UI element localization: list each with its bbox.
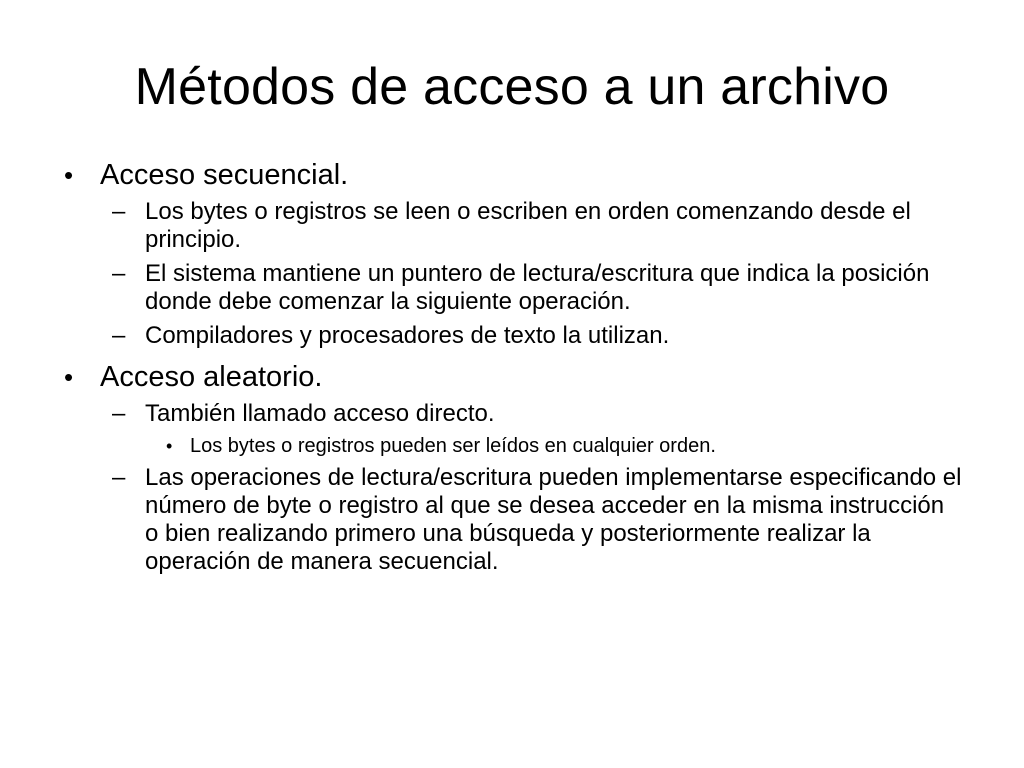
bullet-icon: • bbox=[166, 436, 173, 456]
sub-bullet-item bbox=[62, 322, 962, 350]
sub-bullet-item bbox=[62, 198, 962, 254]
bullet-text: Acceso secuencial. bbox=[100, 159, 349, 191]
sub-bullet-text: El sistema mantiene un puntero de lectura/escritura que indica la posición donde debe comenzar la siguiente operación. bbox=[145, 260, 930, 315]
sub-bullet-item bbox=[62, 464, 962, 576]
dash-icon: – bbox=[112, 322, 126, 349]
bullet-text: Acceso aleatorio. bbox=[100, 361, 323, 393]
bullet-list bbox=[62, 158, 962, 576]
bullet-icon: • bbox=[64, 160, 74, 190]
dash-icon: – bbox=[112, 198, 126, 225]
sub-bullet-text: Compiladores y procesadores de texto la utilizan. bbox=[145, 322, 670, 349]
dash-icon: – bbox=[112, 464, 126, 491]
sub-sub-bullet-item bbox=[62, 434, 962, 458]
sub-bullet-text: También llamado acceso directo. bbox=[145, 400, 495, 427]
slide-title: Métodos de acceso a un archivo bbox=[134, 58, 890, 116]
dash-icon: – bbox=[112, 260, 126, 287]
sub-bullet-item bbox=[62, 260, 962, 316]
sub-bullet-item bbox=[62, 400, 962, 428]
sub-bullet-text: Los bytes o registros se leen o escriben en orden comenzando desde el principio. bbox=[145, 198, 911, 253]
bullet-item-random-access bbox=[62, 360, 962, 394]
bullet-item-sequential-access bbox=[62, 158, 962, 192]
sub-bullet-text: Las operaciones de lectura/escritura pueden implementarse especificando el número de byte o registro al que se desea acceder en la misma instrucción o bien realizando primero una búsqueda y posteriormente realizar la operación de manera secuencial. bbox=[145, 464, 962, 575]
bullet-icon: • bbox=[64, 362, 74, 392]
sub-sub-bullet-text: Los bytes o registros pueden ser leídos en cualquier orden. bbox=[190, 435, 716, 457]
dash-icon: – bbox=[112, 400, 126, 427]
